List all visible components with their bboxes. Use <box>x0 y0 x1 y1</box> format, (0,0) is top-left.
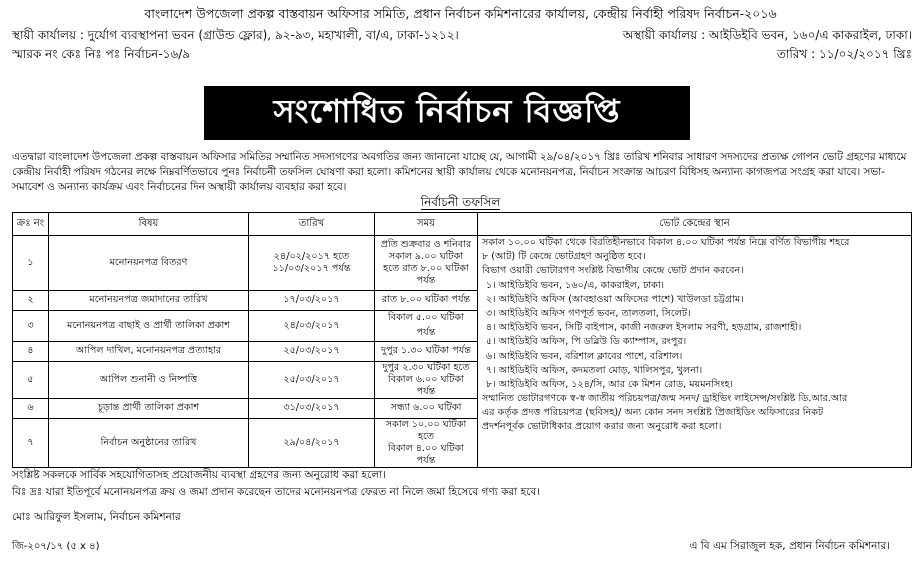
row-subject: মনোনয়নপত্র বাছাই ও প্রার্থী তালিকা প্রকাশ <box>49 311 249 342</box>
row-time: সন্ধ্যা ৬.০০ ঘটিকা <box>375 399 478 419</box>
row-subject: চূড়ান্ত প্রার্থী তালিকা প্রকাশ <box>49 399 249 419</box>
venue-cell <box>478 236 912 468</box>
row-serial: ৩ <box>13 311 49 342</box>
temporary-office-address: অস্থায়ী কার্যালয় : আইডিইবি ভবন, ১৬০/এ কাকরাইল, ঢাকা। <box>622 28 912 42</box>
row-serial: ১ <box>13 236 49 291</box>
venue-list-item: ২। আইডিইবি অফিস (আবহাওয়া অফিসের পাশে) খাউলডা চট্টগ্রাম। <box>486 293 744 305</box>
venue-list-item: ৪। আইডিইবি ভবন, সিটি বাইপাস, কাজী নজরুল ইসলাম সরণী, হড়গ্রাম, রাজশাহী। <box>486 322 802 334</box>
row-time-line: প্রতি শুক্রবার ও শনিবার <box>380 239 472 250</box>
col-header-serial: ক্রঃ নং <box>13 213 49 236</box>
venue-list-item: ৩। আইডিইবি অফিস গণপূর্ত ভবন, তালতলা, সিলেট। <box>486 307 691 319</box>
memo-number: স্মারক নং কেঃ নিঃ পঃ নির্বাচন-১৬/৯ <box>12 47 191 61</box>
row-date: ২৫/০৩/২০১৭ <box>249 342 375 362</box>
row-subject: মনোনয়নপত্র জমাদানের তারিখ <box>49 291 249 311</box>
row-time-line: হতে রাত ৮.০০ ঘটিকা পর্যন্ত <box>383 263 469 286</box>
row-date: ২৯/০৪/২০১৭ <box>249 419 375 468</box>
venue-list-item: ১। আইডিইবি ভবন, ১৬০/এ, কাকরাইল, ঢাকা। <box>486 279 665 291</box>
reference-code: জি-২০৭/১৭ (৫ x ৪) <box>12 541 100 552</box>
row-date-line: ২৪/০২/২০১৭ হতে <box>273 251 350 262</box>
table-row <box>13 236 912 291</box>
venue-text-line: এর কর্তৃক প্রদত্ত পরিচয়পত্র (ছবিসহ)/ অন্য কোন সনদ সংশ্লিষ্ট প্রিজাইডিং অফিসারের নিকট <box>482 407 824 419</box>
row-subject: আপিল দাখিল, মনোনয়নপত্র প্রত্যাহার <box>49 342 249 362</box>
row-serial: ৭ <box>13 419 49 468</box>
venue-text-line: প্রদর্শনপূর্বক ভোটাধিকার প্রয়োগ করার জন্য অনুরোধ করা হলো। <box>482 421 722 433</box>
col-header-date: তারিখ <box>249 213 375 236</box>
row-serial: ৫ <box>13 362 49 399</box>
row-date-line: ১১/০৩/২০১৭ পর্যন্ত <box>272 263 351 274</box>
row-time: বিকাল ৫.০০ ঘটিকা পর্যন্ত <box>375 311 478 342</box>
row-serial: ৬ <box>13 399 49 419</box>
notice-title-banner: সংশোধিত নির্বাচন বিজ্ঞপ্তি <box>204 86 690 140</box>
row-serial: ৪ <box>13 342 49 362</box>
venue-list-item: ৮। আইডিইবি অফিস, ১২৪/সি, আর কে মিশন রোড, ময়মনসিংহ। <box>486 378 733 390</box>
venue-text-line: সকাল ১০.০০ ঘটিকা থেকে বিরতিহীনভাবে বিকাল ৪.০০ ঘটিকা পর্যন্ত নিম্নে বর্ণিত বিভাগীয় শহরে <box>482 237 850 248</box>
row-time: রাত ৮.০০ ঘটিকা পর্যন্ত <box>375 291 478 311</box>
venue-list-item: ৬। আইডিইবি ভবন, বরিশাল ক্লাবের পাশে, বরিশাল। <box>486 350 683 362</box>
row-time-line: সকাল ১০.০০ ঘটিকা হতে <box>385 419 467 442</box>
venue-text-line: বিভাগ ওয়ারী ভোটারগণ সংশ্লিষ্ট বিভাগীয় কেন্দ্রে ভোট প্রদান করবেন। <box>482 265 744 277</box>
permanent-office-address: স্থায়ী কার্যালয় : দুর্যোগ ব্যবস্থাপনা ভবন (গ্রাউন্ড ফ্লোর), ৯২-৯৩, মহাখালী, বা/এ, ঢাকা-১২১২। <box>12 28 459 42</box>
row-time: দুপুর ১.৩০ ঘটিকা পর্যন্ত <box>375 342 478 362</box>
row-date: ২৫/০৩/২০১৭ <box>249 362 375 399</box>
row-subject: মনোনয়নপত্র বিতরণ <box>49 236 249 291</box>
chief-election-commissioner-signature: এ বি এম সিরাজুল হক, প্রধান নির্বাচন কমিশনার। <box>689 540 890 552</box>
row-date: ৩১/০৩/২০১৭ <box>249 399 375 419</box>
footer-nb-note: বিঃ দ্রঃ যারা ইতিপূর্বে মনোনয়নপত্র ক্রয় ও জমা প্রদান করেছেন তাদের মনোনয়নপত্র ফেরত না নিলে জমা হিসেবে গণ্য করা হবে। <box>12 486 540 498</box>
row-time-line: দুপুর ২.৩০ ঘটিকা হতে <box>382 362 470 373</box>
venue-list-item: ৭। আইডিইবি অফিস, কদমতলা মোড়, খালিসপুর, খুলনা। <box>486 364 703 376</box>
col-header-venue: ভোট কেন্দ্রের স্থান <box>478 213 912 236</box>
election-commissioner-signature: মোঃ আরিফুল ইসলাম, নির্বাচন কমিশনার <box>12 511 181 523</box>
header-organization-line: বাংলাদেশ উপজেলা প্রকল্প বাস্তবায়ন অফিসার সমিতি, প্রধান নির্বাচন কমিশনারের কার্যালয়, কেন্দ্রীয় নির্বাহী পরিষদ নির্বাচন-২০১৬ <box>144 6 777 21</box>
col-header-subject: বিষয় <box>49 213 249 236</box>
row-time-line: বিকাল ৬.০০ ঘটিকা পর্যন্ত <box>388 374 464 397</box>
row-time <box>375 419 478 468</box>
schedule-title <box>0 194 921 214</box>
row-time-line: সকাল ৯.০০ ঘটিকা <box>388 251 464 262</box>
election-schedule-table <box>12 212 912 468</box>
table-header-row <box>13 213 912 236</box>
row-subject: নির্বাচন অনুষ্ঠানের তারিখ <box>49 419 249 468</box>
venue-text-line: ৮ (আট) টি কেন্দ্রে ভোটগ্রহণ অনুষ্ঠিত হবে। <box>482 251 646 263</box>
footer-request-note: সংশ্লিষ্ট সকলকে সার্বিক সহযোগিতাসহ প্রয়োজনীয় ব্যবস্থা গ্রহণের জন্য অনুরোধ করা হলো। <box>12 469 386 481</box>
row-time <box>375 236 478 291</box>
row-time-line: বিকাল ৪.০০ ঘটিকা পর্যন্ত <box>388 443 464 466</box>
notice-date: তারিখ : ১১/০২/২০১৭ খ্রিঃ <box>776 47 912 61</box>
row-date <box>249 236 375 291</box>
intro-paragraph: এতদ্বারা বাংলাদেশ উপজেলা প্রকল্প বাস্তবায়ন অফিসার সমিতির সম্মানিত সদস্যগণের অবগতির জন্য জানানো যাচ্ছে যে, আগামী ২৯/০৪/২০১৭ খ্রিঃ তারিখ শনিবার সাধারণ সদস্যদের প্রত্যক্ষ গোপন ভোট গ্রহণের মাধ্যমে কেন্দ্রীয় নির্বাহী পরিষদ গঠনের লক্ষে নিম্নবর্ণিতভাবে পুনঃ নির্বাচনী তফসিল ঘোষণা করা হলো। কমিশনের স্থায়ী কার্যালয় থেকে মনোনয়নপত্র, নির্বাচন সংক্রান্ত আচরণ বিধিসহ অন্যান্য কাগজপত্র সংগ্রহ করা যাবে। সভা-সমাবেশ ও অন্যান্য কার্যক্রম এবং নির্বাচনের দিন অস্থায়ী কার্যালয় ব্যবহার করা হবে। <box>12 151 907 193</box>
col-header-time: সময় <box>375 213 478 236</box>
row-date: ২৪/০৩/২০১৭ <box>249 311 375 342</box>
row-date: ১৭/০৩/২০১৭ <box>249 291 375 311</box>
row-serial: ২ <box>13 291 49 311</box>
row-subject: আপিল শুনানী ও নিষ্পত্তি <box>49 362 249 399</box>
row-time <box>375 362 478 399</box>
schedule-title-text: নির্বাচনী তফসিল <box>420 195 501 209</box>
venue-text-line: সম্মানিত ভোটারগণকে স্ব-স্ব জাতীয় পরিচয়পত্র/জন্ম সনদ/ ড্রাইভিং লাইসেন্স/সংশ্লিষ্ট ডি.আর.আর <box>482 393 848 405</box>
venue-list-item: ৫। আইডিইবি অফিস, পি ডব্লিউ ডি ক্যাম্পাস, রংপুর। <box>486 336 687 348</box>
